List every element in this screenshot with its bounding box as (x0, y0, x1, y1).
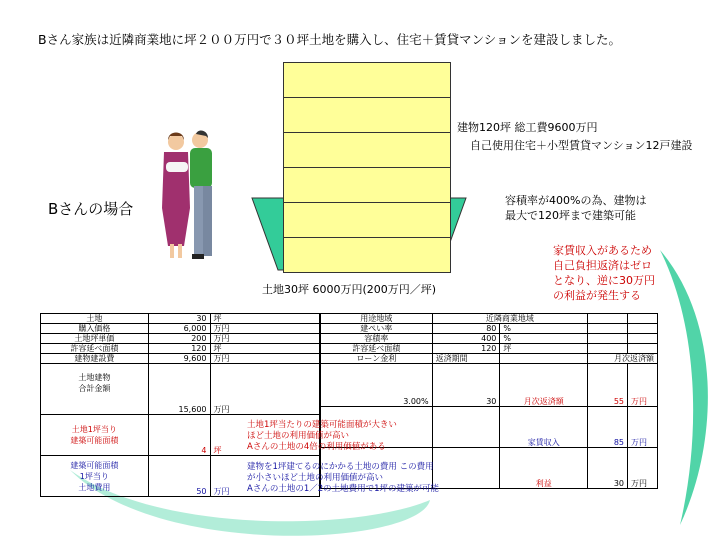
table-cell (628, 314, 658, 324)
table-cell: 坪 (210, 415, 320, 456)
table-cell: 85 (588, 407, 628, 448)
table-cell: 15,600 (148, 364, 210, 415)
table-row (41, 324, 320, 334)
table-cell (628, 324, 658, 334)
table-cell: ローン金利 (321, 354, 433, 364)
table-row (321, 364, 658, 407)
table-cell: 建ぺい率 (321, 324, 433, 334)
total-label: 合計金額 (78, 384, 111, 393)
table-cell: 返済期間 (432, 354, 500, 364)
table-row (321, 354, 658, 364)
table-row (41, 344, 320, 354)
table-cell: 万円 (210, 334, 320, 344)
note-line: ほど土地の利用価値が高い (247, 431, 350, 441)
table-row (321, 324, 658, 334)
table-cell (628, 344, 658, 354)
table-cell: 120 (148, 344, 210, 354)
table-cell: 55 (588, 364, 628, 407)
table-cell: 家賃収入 (500, 407, 588, 448)
table-row (41, 334, 320, 344)
page-title: Bさん家族は近隣商業地に坪２００万円で３０坪土地を購入し、住宅＋賃貸マンションを建設しました。 (38, 32, 622, 47)
rent-note-line: 自己負担返済はゼロ (553, 259, 652, 272)
table-cell (588, 314, 628, 324)
table-cell (41, 456, 149, 497)
case-label: Bさんの場合 (48, 200, 134, 218)
cost-label: 1坪当り (79, 471, 109, 481)
table-row (321, 344, 658, 354)
table-cell: 坪 (500, 344, 588, 354)
per-tsubo-label: 土地1坪当り (71, 425, 117, 434)
building-floor (283, 62, 451, 98)
table-cell: 200 (148, 334, 210, 344)
table-cell: 近隣商業地域 (432, 314, 588, 324)
table-cell: 30 (432, 364, 500, 407)
note-line: 建物を1坪建てるのにかかる土地の費用 この費用 (247, 462, 434, 472)
table-cell (500, 354, 588, 364)
table-cell: 利益 (500, 448, 588, 489)
building-floor (283, 167, 451, 203)
couple-illustration (148, 128, 228, 268)
building-floor (283, 202, 451, 238)
table-cell: 許容延べ面積 (41, 344, 149, 354)
rent-note-line: 家賃収入があるため (553, 244, 652, 257)
table-cell: 月次返済額 (500, 364, 588, 407)
table-row (321, 334, 658, 344)
table-cell (432, 448, 500, 489)
building-floor (283, 237, 451, 273)
table-cell: 用途地域 (321, 314, 433, 324)
cost-label: 建築可能面積 (70, 460, 119, 470)
table-cell: 坪 (210, 314, 320, 324)
table-cell: 土地 (41, 314, 149, 324)
table-cell: % (500, 324, 588, 334)
table-cell: 万円 (210, 354, 320, 364)
table-cell: 3.00% (321, 364, 433, 407)
table-cell (628, 334, 658, 344)
table-row (321, 314, 658, 324)
building-floor (283, 132, 451, 168)
table-cell: 万円 (210, 364, 320, 415)
table-cell: 4 (148, 415, 210, 456)
note-line: が小さいほど土地の利用価値が高い (247, 473, 384, 483)
rent-note (553, 243, 655, 303)
table-cell: 80 (432, 324, 500, 334)
table-cell (432, 407, 500, 448)
table-cell: 容積率 (321, 334, 433, 344)
table-cell: 土地坪単価 (41, 334, 149, 344)
table-row (41, 354, 320, 364)
table-cell: 9,600 (148, 354, 210, 364)
table-cell: 許容延べ面積 (321, 344, 433, 354)
table-cell: 万円 (210, 456, 320, 497)
building-summary: 建物120坪 総工費9600万円 (457, 121, 598, 134)
far-note-line: 最大で120坪まで建築可能 (505, 209, 636, 222)
table-cell: 万円 (210, 324, 320, 334)
table-cell: 50 (148, 456, 210, 497)
table-cell: 購入価格 (41, 324, 149, 334)
table-cell: 30 (148, 314, 210, 324)
table-cell (588, 324, 628, 334)
table-cell: 万円 (628, 407, 658, 448)
table-row (41, 314, 320, 324)
table-cell (588, 344, 628, 354)
table-cell: 万円 (628, 364, 658, 407)
table-row (41, 364, 320, 415)
land-label: 土地30坪 6000万円(200万円／坪) (262, 283, 437, 296)
table-cell (41, 364, 149, 415)
cost-label: 土地費用 (78, 482, 111, 492)
table-cell (588, 334, 628, 344)
table-cell: 400 (432, 334, 500, 344)
land-cost-note (247, 462, 439, 495)
per-tsubo-label: 建築可能面積 (70, 436, 119, 445)
rent-note-line: の利益が発生する (553, 289, 641, 302)
building-detail: 自己使用住宅＋小型賃貸マンション12戸建設 (470, 139, 693, 152)
total-label: 土地建物 (78, 373, 111, 382)
table-cell: 120 (432, 344, 500, 354)
note-line: Aさんの土地の1／2の土地費用で1坪の建築が可能 (247, 484, 440, 494)
building (283, 62, 451, 274)
table-cell: % (500, 334, 588, 344)
far-note-line: 容積率が400%の為、建物は (505, 194, 647, 207)
table-cell: 建物建設費 (41, 354, 149, 364)
table-cell: 月次返済額 (588, 354, 658, 364)
table-cell: 6,000 (148, 324, 210, 334)
land-efficiency-note (247, 420, 397, 453)
note-line: Aさんの土地の4倍の利用価値がある (247, 442, 386, 452)
table-cell: 坪 (210, 344, 320, 354)
table-cell: 万円 (628, 448, 658, 489)
table-cell: 30 (588, 448, 628, 489)
table-cell (41, 415, 149, 456)
building-floor (283, 97, 451, 133)
note-line: 土地1坪当たりの建築可能面積が大きい (247, 420, 397, 430)
rent-note-line: となり、逆に30万円 (553, 274, 655, 287)
